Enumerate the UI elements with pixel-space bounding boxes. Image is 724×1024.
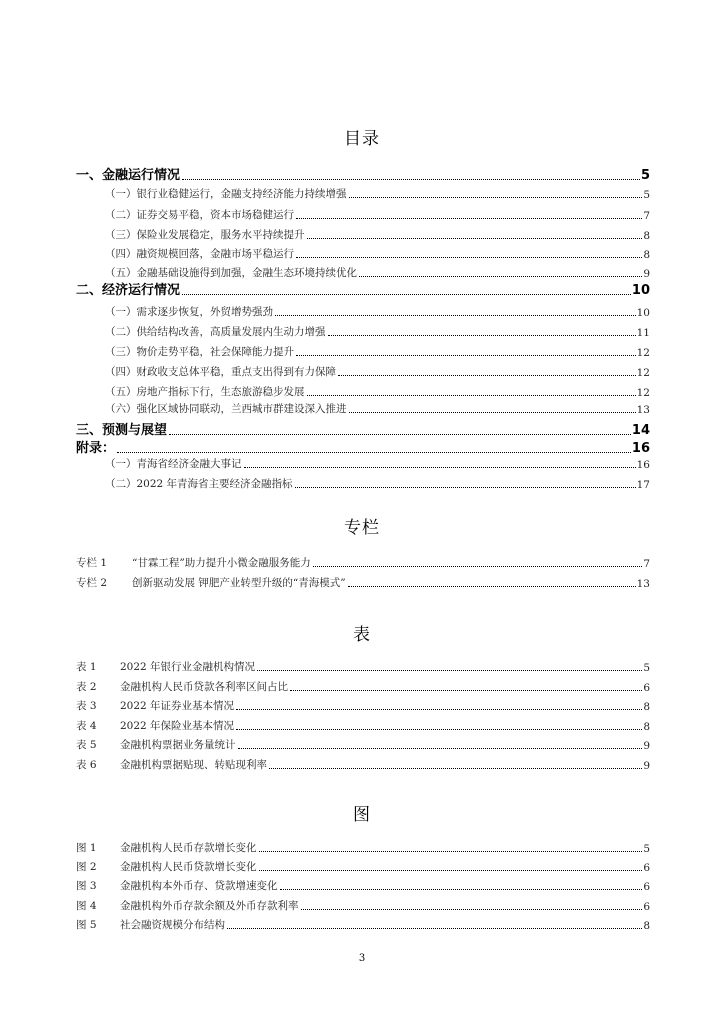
dot-leader xyxy=(259,869,643,871)
tables-entry-prefix: 表 4 xyxy=(76,720,97,732)
toc-entry-label: （四）融资规模回落，金融市场平稳运行 xyxy=(105,248,294,260)
toc-entry-page: 12 xyxy=(636,347,650,359)
dot-leader xyxy=(280,888,643,890)
tables-title: 表 xyxy=(353,625,371,645)
dot-leader xyxy=(290,689,642,691)
figures-entry-prefix: 图 4 xyxy=(76,900,97,912)
toc-entry-page: 5 xyxy=(640,168,650,183)
dot-leader xyxy=(257,669,642,671)
toc-entry-page: 9 xyxy=(643,268,650,280)
tables-entry-label: 金融机构人民币贷款各利率区间占比 xyxy=(120,681,288,693)
toc-entry[interactable] xyxy=(76,437,650,456)
figures-entry[interactable] xyxy=(76,840,650,855)
toc-entry-page: 10 xyxy=(631,283,650,298)
toc-entry-page: 8 xyxy=(643,249,650,261)
tables-entry-label: 金融机构票据贴现、转贴现利率 xyxy=(120,759,267,771)
tables-entry-page: 8 xyxy=(643,701,650,713)
figures-entry-label: 金融机构本外币存、贷款增速变化 xyxy=(120,880,278,892)
tables-entry-label: 2022 年证券业基本情况 xyxy=(120,700,235,712)
dot-leader xyxy=(349,196,643,198)
toc-entry-label: （五）金融基础设施得到加强，金融生态环境持续优化 xyxy=(105,267,357,279)
dot-leader xyxy=(328,334,636,336)
toc-entry-label: 一、金融运行情况 xyxy=(76,168,181,183)
dot-leader xyxy=(227,927,642,929)
page-number: 3 xyxy=(358,953,366,964)
tables-entry[interactable] xyxy=(76,659,650,674)
toc-entry-label: （四）财政收支总体平稳，重点支出得到有力保障 xyxy=(105,366,336,378)
figures-entry-label: 金融机构人民币贷款增长变化 xyxy=(120,861,257,873)
dot-leader xyxy=(296,354,636,356)
tables-entry-prefix: 表 6 xyxy=(76,759,97,771)
dot-leader xyxy=(296,256,642,258)
dot-leader xyxy=(238,747,643,749)
toc-entry[interactable] xyxy=(76,419,650,438)
tables-entry-prefix: 表 3 xyxy=(76,700,97,712)
columns-entry-label: “甘霖工程”助力提升小微金融服务能力 xyxy=(132,557,311,569)
toc-entry-label: （一）银行业稳健运行，金融支持经济能力持续增强 xyxy=(105,188,347,200)
tables-entry-label: 2022 年银行业金融机构情况 xyxy=(120,661,256,673)
toc-entry-label: （一）需求逐步恢复，外贸增势强劲 xyxy=(105,306,273,318)
toc-entry[interactable] xyxy=(76,164,650,183)
toc-entry[interactable] xyxy=(105,207,650,222)
toc-entry[interactable] xyxy=(105,246,650,261)
tables-entry-label: 金融机构票据业务量统计 xyxy=(120,739,236,751)
toc-entry[interactable] xyxy=(105,265,650,280)
toc-entry-label: （一）青海省经济金融大事记 xyxy=(105,458,242,470)
tables-entry-page: 9 xyxy=(643,740,650,752)
toc-entry-page: 7 xyxy=(643,210,650,222)
figures-entry-prefix: 图 3 xyxy=(76,880,97,892)
toc-entry[interactable] xyxy=(105,401,650,416)
toc-entry[interactable] xyxy=(105,186,650,201)
figures-entry[interactable] xyxy=(76,878,650,893)
tables-entry-page: 9 xyxy=(643,760,650,772)
dot-leader xyxy=(295,486,636,488)
toc-entry-label: （三）物价走势平稳，社会保障能力提升 xyxy=(105,346,294,358)
dot-leader xyxy=(359,275,642,277)
toc-entry[interactable] xyxy=(105,227,650,242)
dot-leader xyxy=(296,217,642,219)
toc-entry-label: （五）房地产指标下行，生态旅游稳步发展 xyxy=(105,386,305,398)
toc-entry-page: 16 xyxy=(631,441,650,456)
figures-entry-prefix: 图 5 xyxy=(76,919,97,931)
dot-leader xyxy=(269,767,642,769)
toc-entry-page: 11 xyxy=(636,327,650,339)
toc-entry-label: 三、预测与展望 xyxy=(76,423,168,438)
figures-entry-page: 6 xyxy=(643,881,650,893)
dot-leader xyxy=(349,411,636,413)
tables-entry-page: 5 xyxy=(643,662,650,674)
toc-entry-page: 17 xyxy=(636,479,650,491)
tables-entry[interactable] xyxy=(76,737,650,752)
columns-entry-page: 7 xyxy=(643,558,650,570)
toc-entry[interactable] xyxy=(105,324,650,339)
toc-entry[interactable] xyxy=(105,364,650,379)
columns-entry[interactable] xyxy=(76,575,650,590)
figures-entry[interactable] xyxy=(76,917,650,932)
figures-entry-page: 8 xyxy=(643,920,650,932)
figures-entry-prefix: 图 1 xyxy=(76,842,97,854)
toc-entry[interactable] xyxy=(105,456,650,471)
tables-entry-prefix: 表 5 xyxy=(76,739,97,751)
toc-entry-page: 5 xyxy=(643,189,650,201)
toc-entry-page: 12 xyxy=(636,367,650,379)
columns-title: 专栏 xyxy=(344,518,380,538)
tables-entry-page: 8 xyxy=(643,721,650,733)
toc-entry-page: 10 xyxy=(636,307,650,319)
toc-entry-label: （六）强化区域协同联动，兰西城市群建设深入推进 xyxy=(105,403,347,415)
dot-leader xyxy=(244,466,636,468)
tables-entry-prefix: 表 1 xyxy=(76,661,97,673)
toc-entry[interactable] xyxy=(105,344,650,359)
dot-leader xyxy=(348,585,636,587)
columns-entry-page: 13 xyxy=(636,578,650,590)
toc-entry-page: 12 xyxy=(636,387,650,399)
toc-entry-page: 13 xyxy=(636,404,650,416)
figures-entry-prefix: 图 2 xyxy=(76,861,97,873)
toc-title: 目录 xyxy=(344,129,380,149)
dot-leader xyxy=(313,565,643,567)
toc-entry[interactable] xyxy=(105,476,650,491)
dot-leader xyxy=(307,237,643,239)
toc-entry-page: 16 xyxy=(636,459,650,471)
tables-entry[interactable] xyxy=(76,679,650,694)
columns-entry-prefix: 专栏 2 xyxy=(76,577,108,589)
dot-leader xyxy=(169,433,631,435)
dot-leader xyxy=(301,908,643,910)
toc-entry-label: （三）保险业发展稳定，服务水平持续提升 xyxy=(105,229,305,241)
dot-leader xyxy=(182,293,631,295)
figures-entry-label: 金融机构外币存款余额及外币存款利率 xyxy=(120,900,299,912)
toc-entry-label: 附录： xyxy=(76,441,116,456)
tables-entry-label: 2022 年保险业基本情况 xyxy=(120,720,235,732)
figures-entry[interactable] xyxy=(76,859,650,874)
dot-leader xyxy=(307,394,636,396)
dot-leader xyxy=(259,850,643,852)
figures-title: 图 xyxy=(353,805,371,825)
dot-leader xyxy=(117,451,631,453)
tables-entry[interactable] xyxy=(76,698,650,713)
toc-entry[interactable] xyxy=(76,279,650,298)
figures-entry-page: 6 xyxy=(643,901,650,913)
toc-entry-page: 8 xyxy=(643,230,650,242)
dot-leader xyxy=(338,374,636,376)
dot-leader xyxy=(236,708,642,710)
tables-entry-page: 6 xyxy=(643,682,650,694)
dot-leader xyxy=(182,178,640,180)
figures-entry[interactable] xyxy=(76,898,650,913)
figures-entry-label: 社会融资规模分布结构 xyxy=(120,919,225,931)
dot-leader xyxy=(275,314,636,316)
columns-entry-label: 创新驱动发展 钾肥产业转型升级的“青海模式” xyxy=(132,577,346,589)
figures-entry-page: 6 xyxy=(643,862,650,874)
columns-entry-prefix: 专栏 1 xyxy=(76,557,108,569)
tables-entry[interactable] xyxy=(76,718,650,733)
tables-entry[interactable] xyxy=(76,757,650,772)
toc-entry[interactable] xyxy=(105,304,650,319)
toc-entry-label: （二）2022 年青海省主要经济金融指标 xyxy=(105,478,293,490)
figures-entry-page: 5 xyxy=(643,843,650,855)
dot-leader xyxy=(236,728,642,730)
toc-entry-label: （二）证券交易平稳，资本市场稳健运行 xyxy=(105,209,294,221)
toc-entry-label: 二、经济运行情况 xyxy=(76,283,181,298)
toc-entry[interactable] xyxy=(105,384,650,399)
figures-entry-label: 金融机构人民币存款增长变化 xyxy=(120,842,257,854)
toc-entry-label: （二）供给结构改善，高质量发展内生动力增强 xyxy=(105,326,326,338)
tables-entry-prefix: 表 2 xyxy=(76,681,97,693)
toc-entry-page: 14 xyxy=(631,423,650,438)
columns-entry[interactable] xyxy=(76,555,650,570)
